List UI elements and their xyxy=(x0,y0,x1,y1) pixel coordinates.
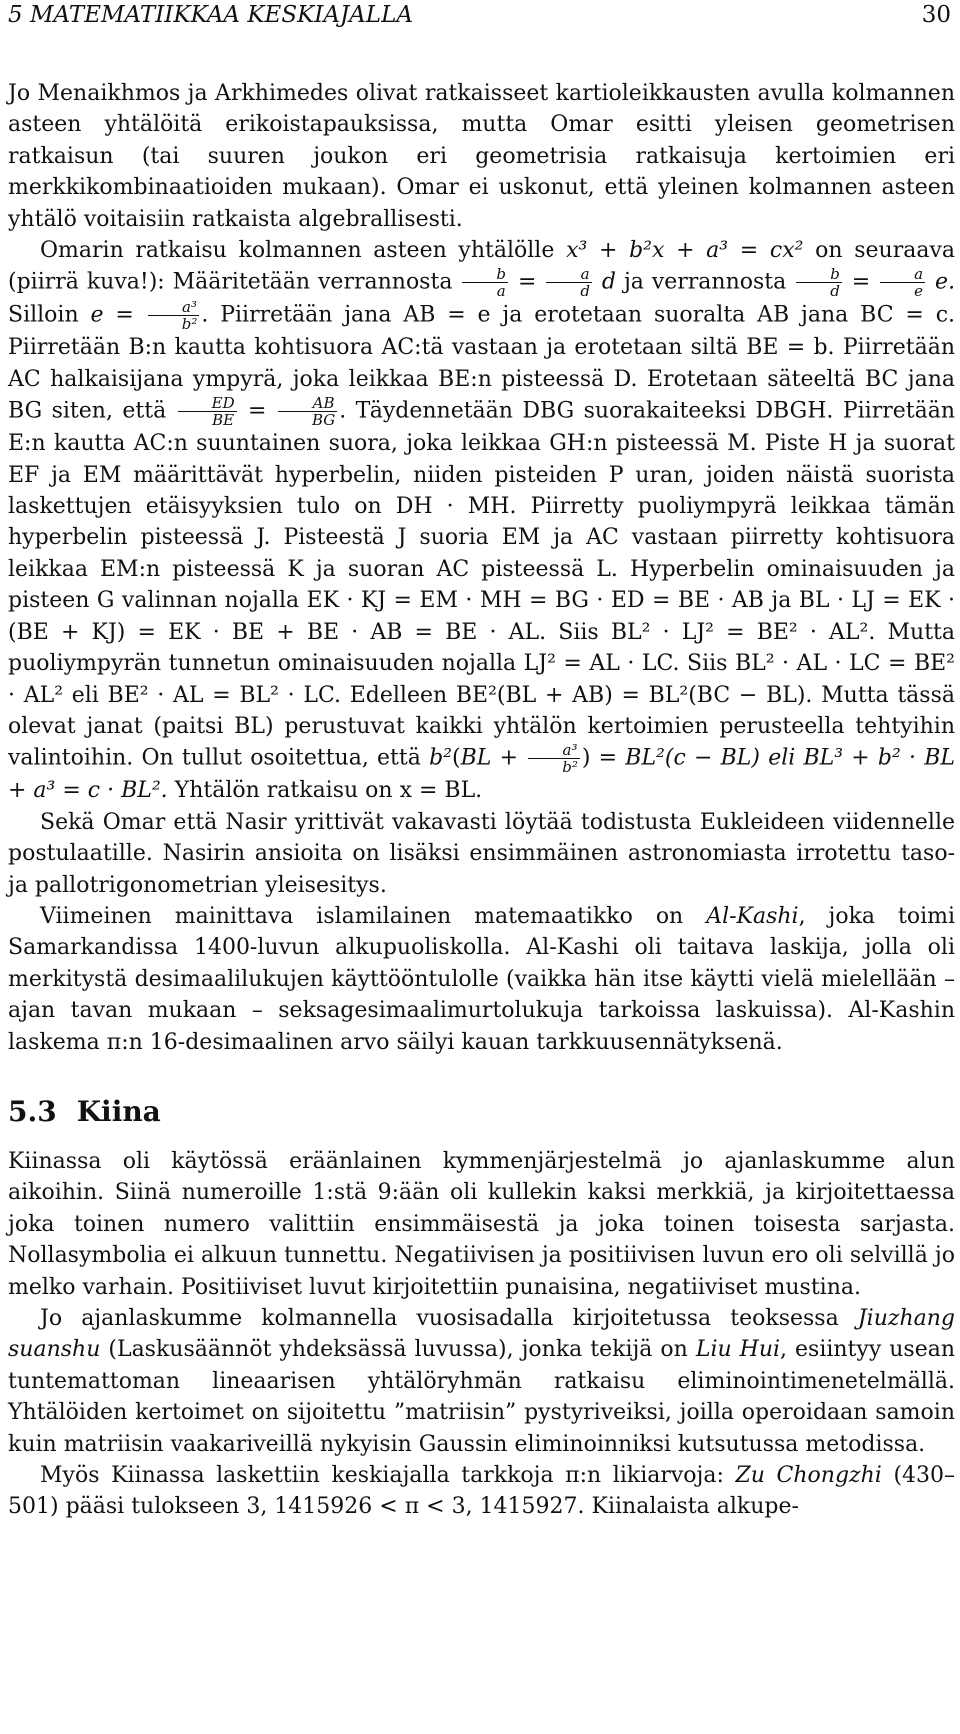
fraction-denominator: b² xyxy=(181,315,198,334)
fraction xyxy=(278,395,337,428)
fraction-numerator: ED xyxy=(178,395,237,412)
running-head xyxy=(8,0,960,34)
paragraph-text: Myös Kiinassa laskettiin keskiajalla tarkkoja π:n likiarvoja: xyxy=(40,1463,724,1489)
fraction-numerator: a³ xyxy=(148,299,200,316)
fraction-denominator: BE xyxy=(212,411,235,430)
math-variable: d xyxy=(601,269,616,295)
paragraph xyxy=(8,901,955,1058)
paragraph-text: , esiintyy usean tuntemattoman lineaarisen yhtälöryhmän ratkaisu eliminointimenetelmällä. Yhtälöiden kertoimet on sijoitettu ”matriisin” pystyriveiksi, joilla operoidaan samoin kuin matriisin vaakariveillä nykyisin Gaussin eliminoinniksi kutsutussa metodissa. xyxy=(8,1337,956,1457)
page-number: 30 xyxy=(921,2,951,28)
paragraph-text: Kiinassa oli käytössä eräänlainen kymmenjärjestelmä jo ajanlaskumme alun aikoihin. Siinä numeroille 1:stä 9:ään oli kullekin kaksi merkkiä, ja kirjoitettaessa joka toinen numero valittiin ensimmäisestä ja joka toinen toisesta sarjasta. Nollasymbolia ei alkuun tunnettu. Negatiivisen ja positiivisen luvun ero oli selvillä jo melko varhain. Positiiviset luvut kirjoitettiin punaisina, negatiiviset mustina. xyxy=(8,1148,955,1300)
fraction-numerator: AB xyxy=(278,395,337,412)
math-variable: e. xyxy=(935,269,956,295)
book-title: Jiuzhang suanshu xyxy=(8,1306,956,1363)
paragraph xyxy=(8,807,955,901)
fraction-denominator: d xyxy=(830,282,840,301)
paragraph xyxy=(8,1146,955,1303)
paragraph-text: Yhtälön ratkaisu on x = BL. xyxy=(174,778,483,804)
math-variable: e = xyxy=(90,302,134,328)
math-expression: = BL²(c − BL) eli BL³ + b² · BL + a³ = c · BL². xyxy=(8,745,956,804)
chapter-title: 5 MATEMATIIKKAA KESKIAJALLA xyxy=(8,2,413,28)
paragraph-omar-solution: Omarin ratkaisu kolmannen asteen yhtälölle x³ + b²x + a³ = cx² on seuraava (piirrä kuva!): Määritetään verrannosta $\frac{b}{a}$ = $\frac{a}{d}$ d ja verrannosta $\frac{b}{d}$ = $\frac{a}{e}$ e. Silloin e = $\frac{\text{a³}}{\text{b²}}$ . Piirretään jana AB = e ja erotetaan suoralta AB jana BC = c. Piirretään B:n kautta kohtisuora AC:tä vastaan ja erotetaan siltä BE = b. Piirretään AC halkaisijana ympyrä, joka leikkaa BE:n pisteessä D. Erotetaan säteeltä BC jana BG siten, että $\frac{ED}{BE}$ = $\frac{AB}{BG}$ . Täydennetään DBG suorakaiteeksi DBGH. Piirretään E:n kautta AC:n suuntainen suora, joka leikkaa GH:n pisteessä M. Piste H ja suorat EF ja EM määrittävät hyperbelin, niiden pisteiden P uran, joiden näistä suorista laskettujen etäisyyksien tulo on DH · MH. Piirretty puoliympyrä leikkaa tämän hyperbelin pisteessä J. Pisteestä J suoria EM ja AC vastaan piirretty kohtisuora leikkaa EM:n pisteessä K ja suoran AC pisteessä L. Hyperbelin ominaisuuden ja pisteen G valinnan nojalla EK · KJ = EM · MH = BG · ED = BE · AB ja BL · LJ = EK · (BE + KJ) = EK · BE + BE · AB = BE · AL. Siis BL² · LJ² = BE² · AL². Mutta puoliympyrän tunnetun ominaisuuden nojalla LJ² = AL · LC. Siis BL² · AL · LC = BE² · AL² eli BE² · AL = BL² · LC. Edelleen BE²(BL + AB) = BL²(BC − BL). Mutta tässä olevat janat (paitsi BL) perustuvat kaikki yhtälön kertoimien perusteella tehtyihin valintoihin. On tullut osoitettua, että b²(BL + $\frac{\text{a³}}{\text{b²}}$ ) = BL²(c − BL) eli BL³ + b² · BL + a³ = c · BL². Yhtälön ratkaisu on x = BL. xyxy=(8,238,956,804)
math-expression: b² xyxy=(429,745,452,771)
fraction xyxy=(528,742,580,775)
fraction-numerator: a xyxy=(546,266,592,283)
paragraph xyxy=(8,1303,955,1460)
fraction-numerator: a xyxy=(880,266,925,283)
section-title: Kiina xyxy=(76,1094,161,1128)
paragraph-text: Silloin xyxy=(8,302,79,328)
fraction xyxy=(796,266,842,299)
paragraph-text: (Laskusäännöt yhdeksässä luvussa), jonka tekijä on xyxy=(108,1337,688,1363)
paragraph xyxy=(8,1460,955,1523)
paragraph-text: ja verrannosta xyxy=(623,269,787,295)
section-heading xyxy=(8,1094,955,1130)
fraction-denominator: e xyxy=(914,282,924,301)
fraction xyxy=(462,266,508,299)
paragraph-text: Piirretään jana AB = e ja erotetaan suoralta AB jana BC = c. Piirretään B:n kautta kohtisuora AC:tä vastaan ja erotetaan siltä BE = b. Piirretään AC halkaisijana ympyrä, joka leikkaa BE:n pisteessä D. Erotetaan säteeltä BC jana BG siten, että xyxy=(8,302,956,424)
paragraph-text: Jo Menaikhmos ja Arkhimedes olivat ratkaisseet kartioleikkausten avulla kolmannen asteen yhtälöitä erikoistapauksissa, mutta Omar esitti yleisen geometrisen ratkaisun (tai suuren joukon eri geometrisia ratkaisuja kertoimien eri merkkikombinaatioiden mukaan). Omar ei uskonut, että yleinen kolmannen asteen yhtälö voitaisiin ratkaista algebrallisesti. xyxy=(8,81,955,232)
person-name: Al-Kashi xyxy=(706,903,799,929)
paragraph xyxy=(8,78,955,235)
paragraph-text: Omarin ratkaisu kolmannen asteen yhtälölle xyxy=(40,238,555,264)
section-number: 5.3 xyxy=(8,1094,57,1128)
fraction-denominator: BG xyxy=(311,411,336,430)
paragraph-text: Jo ajanlaskumme kolmannella vuosisadalla kirjoitetussa teoksessa xyxy=(40,1306,839,1331)
fraction-numerator: b xyxy=(796,266,842,283)
cubic-equation: x³ + b²x + a³ = cx² xyxy=(566,238,804,264)
paragraph-text: (430–501) pääsi tulokseen 3, 1415926 < π < 3, 1415927. Kiinalaista alkupe- xyxy=(8,1463,956,1520)
page-body xyxy=(8,78,955,1523)
person-name: Zu Chongzhi xyxy=(735,1463,882,1489)
fraction-denominator: a xyxy=(496,282,506,301)
paragraph-text: Viimeinen mainittava islamilainen matemaatikko on xyxy=(40,903,684,929)
fraction xyxy=(880,266,925,299)
fraction-numerator: a³ xyxy=(528,742,580,759)
paragraph-text: Sekä Omar että Nasir yrittivät vakavasti löytää todistusta Eukleideen viidennelle postulaatille. Nasirin ansioita on lisäksi ensimmäinen astronomiasta irrotettu taso- ja pallotrigonometrian yleisesitys. xyxy=(8,809,955,898)
fraction xyxy=(178,395,237,428)
paragraph-text: on seuraava (piirrä kuva!): Määritetään verrannosta xyxy=(8,238,956,295)
fraction xyxy=(546,266,592,299)
fraction xyxy=(148,299,200,332)
paragraph-text: Täydennetään DBG suorakaiteeksi DBGH. Piirretään E:n kautta AC:n suuntainen suora, joka leikkaa GH:n pisteessä M. Piste H ja suorat EF ja EM määrittävät hyperbelin, niiden pisteiden P uran, joiden näistä suorista laskettujen etäisyyksien tulo on DH · MH. Piirretty puoliympyrä leikkaa tämän hyperbelin pisteessä J. Pisteestä J suoria EM ja AC vastaan piirretty kohtisuora leikkaa EM:n pisteessä K ja suoran AC pisteessä L. Hyperbelin ominaisuuden ja pisteen G valinnan nojalla EK · KJ = EM · MH = BG · ED = BE · AB ja BL · LJ = EK · (BE + KJ) = EK · BE + BE · AB = BE · AL. Siis BL² · LJ² = BE² · AL². Mutta puoliympyrän tunnetun ominaisuuden nojalla LJ² = AL · LC. Siis BL² · AL · LC = BE² · AL² eli BE² · AL = BL² · LC. Edelleen BE²(BL + AB) = BL²(BC − BL). Mutta tässä olevat janat (paitsi BL) perustuvat kaikki yhtälön kertoimien perusteella tehtyihin valintoihin. On tullut osoitettua, että xyxy=(8,398,955,771)
person-name: Liu Hui xyxy=(695,1337,781,1363)
fraction-denominator: b² xyxy=(562,758,578,777)
paragraph-text: , joka toimi Samarkandissa 1400-luvun alkupuoliskolla. Al-Kashi oli taitava laskija, jolla oli merkitystä desimaalilukujen käyttööntulolle (vaikka hän itse käytti vielä mielellään – ajan tavan mukaan – seksagesimaalimurtolukuja tarkoissa laskuissa). Al-Kashin laskema π:n 16-desimaalinen arvo säilyi kauan tarkkuusennätyksenä. xyxy=(8,903,956,1055)
fraction-denominator: d xyxy=(580,282,590,301)
fraction-numerator: b xyxy=(462,266,508,283)
